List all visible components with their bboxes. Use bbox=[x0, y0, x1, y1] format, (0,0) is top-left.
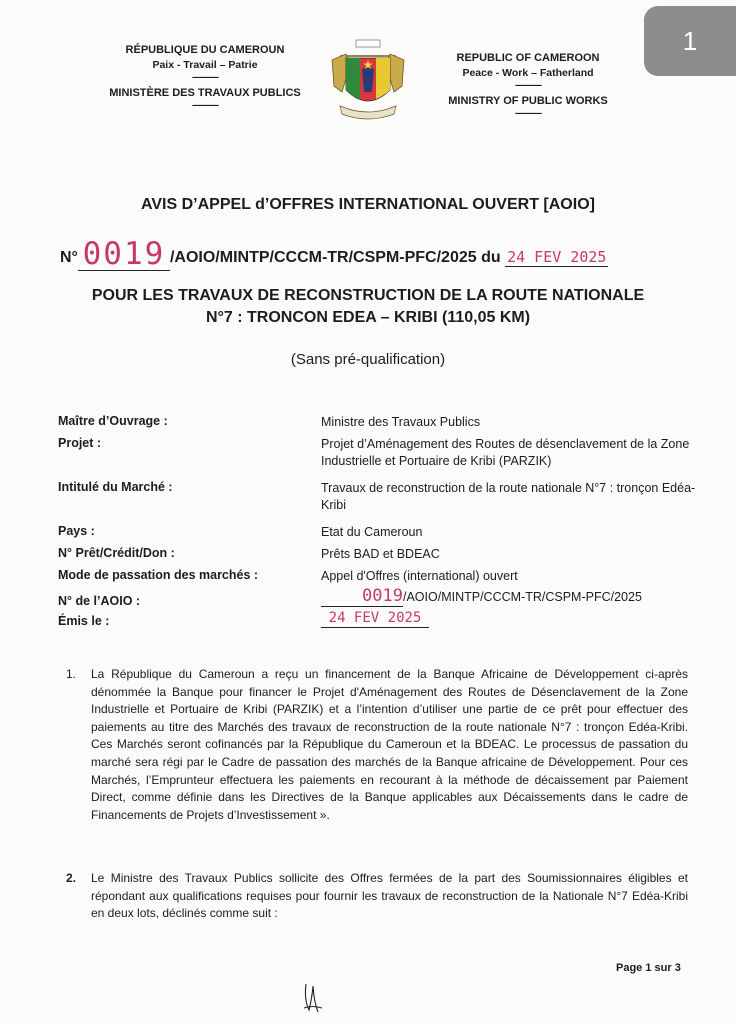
info-label: N° de l’AOIO : bbox=[58, 594, 141, 608]
separator: ------------- bbox=[192, 72, 218, 82]
coat-of-arms-emblem bbox=[326, 36, 410, 124]
info-value: Prêts BAD et BDEAC bbox=[321, 547, 440, 561]
info-label: Émis le : bbox=[58, 614, 110, 628]
info-label: N° Prêt/Crédit/Don : bbox=[58, 546, 175, 560]
country-fr: RÉPUBLIQUE DU CAMEROUN bbox=[125, 44, 285, 56]
country-en: REPUBLIC OF CAMEROON bbox=[456, 52, 600, 64]
info-value bbox=[321, 610, 701, 628]
paragraph-text: Le Ministre des Travaux Publics sollicite des Offres fermées de la part des Soumissionnaires éligibles et répondant aux qualifications requises pour fournir les travaux de reconstruction de la Nationale N°7 Edéa-Kribi en deux lots, déclinés comme suit : bbox=[91, 871, 688, 921]
ministry-fr: MINISTÈRE DES TRAVAUX PUBLICS bbox=[109, 87, 301, 99]
prequalification-note: (Sans pré-qualification) bbox=[290, 351, 446, 368]
header-left bbox=[100, 43, 310, 110]
separator: ------------- bbox=[515, 108, 541, 118]
info-value: Travaux de reconstruction de la route nationale N°7 : tronçon Edéa-Kribi bbox=[321, 481, 696, 512]
aoio-number-suffix: /AOIO/MINTP/CCCM-TR/CSPM-PFC/2025 bbox=[403, 590, 642, 604]
separator: ------------- bbox=[192, 100, 218, 110]
header-right bbox=[428, 51, 628, 118]
ministry-en: MINISTRY OF PUBLIC WORKS bbox=[448, 95, 608, 107]
info-value bbox=[321, 588, 701, 607]
ref-prefix: N° bbox=[60, 249, 78, 266]
info-value: Projet d’Aménagement des Routes de désenclavement de la Zone Industrielle et Portuaire de Kribi (PARZIK) bbox=[321, 437, 690, 468]
motto-fr: Paix - Travail – Patrie bbox=[152, 59, 258, 71]
separator: ------------- bbox=[515, 80, 541, 90]
ref-suffix: /AOIO/MINTP/CCCM-TR/CSPM-PFC/2025 du bbox=[169, 249, 501, 266]
notice-reference bbox=[60, 234, 608, 271]
ref-number-stamp: 0019 bbox=[82, 236, 166, 272]
info-value: Appel d'Offres (international) ouvert bbox=[321, 569, 518, 583]
info-label: Intitulé du Marché : bbox=[58, 480, 173, 494]
info-label: Maître d’Ouvrage : bbox=[58, 414, 168, 428]
subject-line-2: N°7 : TRONCON EDEA – KRIBI (110,05 KM) bbox=[205, 309, 531, 326]
info-value: Etat du Cameroun bbox=[321, 525, 423, 539]
ref-date-stamp: 24 FEV 2025 bbox=[507, 248, 607, 266]
page-number-badge: 1 bbox=[644, 6, 736, 76]
aoio-number-stamp: 0019 bbox=[362, 586, 403, 606]
paragraph-text: La République du Cameroun a reçu un financement de la Banque Africaine de Développement ci-après dénommée la Banque pour financer le Projet d'Aménagement des Routes de Désenclavement de la Zone Industrielle et Portuaire de Kribi (PARZIK) et a l’intention d’utiliser une partie de ce prêt pour effectuer des paiements au titre des Marchés des travaux de reconstruction de la route nationale N°7 : tronçon Edéa-Kribi. Ces Marchés seront cofinancés par la République du Cameroun et la BDEAC. Le processus de passation du marché sera régi par le Cadre de passation des marchés de la Banque africaine de Développement. Pour ces Marchés, l’Emprunteur effectuera les paiements en recourant à la méthode de décaissement par Paiement Direct, comme définie dans les Directives de la Banque applicables aux Décaissements dans le cadre de Financements de Projets d’Investissement ». bbox=[91, 667, 688, 822]
initials-signature bbox=[300, 978, 326, 1018]
paragraph-number: 2. bbox=[66, 871, 77, 885]
page-footer: Page 1 sur 3 bbox=[616, 962, 681, 974]
info-label: Pays : bbox=[58, 524, 95, 538]
info-label: Mode de passation des marchés : bbox=[58, 568, 259, 582]
notice-subject bbox=[0, 285, 736, 329]
subject-line-1: POUR LES TRAVAUX DE RECONSTRUCTION DE LA ROUTE NATIONALE bbox=[91, 287, 645, 304]
issue-date-stamp: 24 FEV 2025 bbox=[328, 610, 422, 626]
notice-title: AVIS D’APPEL d’OFFRES INTERNATIONAL OUVERT [AOIO] bbox=[141, 196, 595, 213]
paragraph-number: 1. bbox=[66, 667, 77, 681]
motto-en: Peace - Work – Fatherland bbox=[462, 67, 594, 79]
info-value: Ministre des Travaux Publics bbox=[321, 415, 481, 429]
info-label: Projet : bbox=[58, 436, 102, 450]
